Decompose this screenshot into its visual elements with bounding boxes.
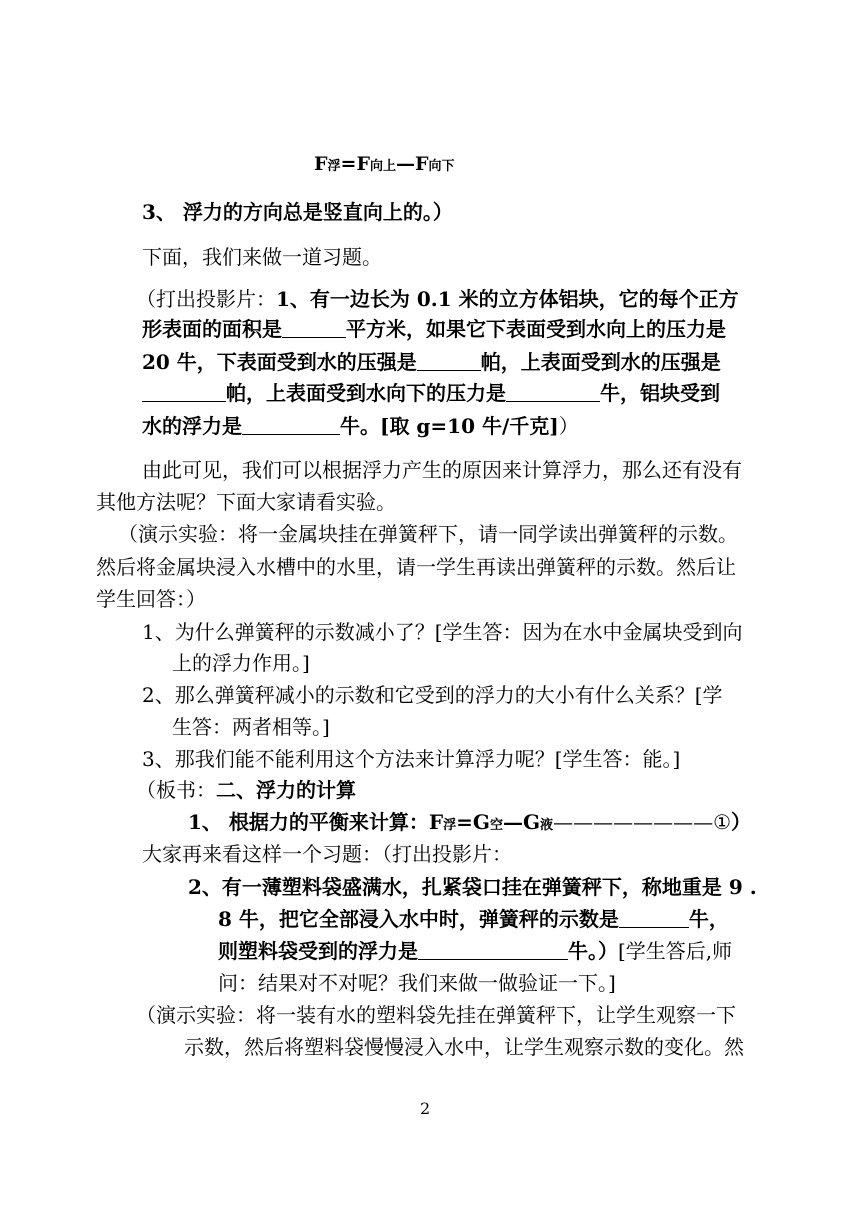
- exercise1-text: 20 牛，下表面受到水的压强是: [142, 350, 417, 374]
- exercise1-text: 形表面的面积是: [142, 317, 282, 341]
- exercise2-note: [学生答后,师: [618, 939, 733, 963]
- exercise2-text: 8 牛，把它全部浸入水中时，弹簧秤的示数是: [218, 907, 619, 931]
- exercise1-line2: [142, 317, 726, 341]
- calc-eq: =G: [456, 810, 490, 834]
- exercise1-text: 牛，铝块受到: [600, 381, 720, 405]
- demo2-line2: 示数，然后将塑料袋慢慢浸入水中，让学生观察示数的变化。然: [184, 1035, 744, 1059]
- calc-sub-kong: 空: [489, 818, 503, 833]
- method-line1: 由此可见，我们可以根据浮力产生的原因来计算浮力，那么还有没有: [142, 458, 742, 482]
- exercise2-line3: [218, 939, 732, 963]
- demo2-line1: （演示实验：将一装有水的塑料袋先挂在弹簧秤下，让学生观察一下: [136, 1003, 736, 1027]
- calc-text: 1、 根据力的平衡来计算：F: [188, 810, 444, 834]
- calc-sub-fu: 浮: [443, 818, 457, 833]
- demo1-line3: 学生回答：）: [96, 587, 206, 611]
- formula-eq: =: [340, 153, 357, 175]
- exercise1-text: 平方米，如果它下表面受到水向上的压力是: [346, 317, 726, 341]
- calc-dash: ————————①: [553, 810, 731, 834]
- question3: 3、那我们能不能利用这个方法来计算浮力呢？[学生答：能。]: [142, 747, 681, 771]
- exercise1-line5: [142, 414, 579, 438]
- demo1-line2: 然后将金属块浸入水槽中的水里，请一学生再读出弹簧秤的示数。然后让: [96, 555, 736, 579]
- question2-line1: 2、那么弹簧秤减小的示数和它受到的浮力的大小有什么关系？[学: [142, 683, 723, 707]
- formula-f3: F: [414, 153, 429, 175]
- exercise2-text: 则塑料袋受到的浮力是: [218, 939, 418, 963]
- calc-minus: —G: [502, 810, 541, 834]
- buoyancy-formula: [314, 152, 454, 179]
- exercise2-line4: 问：结果对不对呢？我们来做一做验证一下。]: [218, 971, 616, 995]
- formula-minus: —: [395, 153, 415, 175]
- intro-exercise2: 大家再来看这样一个习题：（打出投影片：: [142, 842, 512, 866]
- board-heading: 二、浮力的计算: [216, 778, 356, 802]
- calc-method-1: [188, 810, 751, 838]
- formula-f: F: [314, 153, 328, 175]
- exercise2-text: 牛，: [688, 907, 729, 931]
- exercise1-text: 帕，上表面受到水的压强是: [480, 350, 721, 374]
- exercise1-line3: [142, 350, 721, 374]
- exercise1-line4: [142, 381, 720, 405]
- answer-blank: [506, 383, 600, 402]
- question2-line2: 生答：两者相等。]: [172, 715, 330, 739]
- board-prefix: （板书：: [136, 778, 216, 802]
- point-3: 3、 浮力的方向总是竖直向上的。）: [142, 200, 453, 224]
- exercise1-text: 水的浮力是: [142, 414, 242, 438]
- question1-line2: 上的浮力作用。]: [172, 651, 310, 675]
- answer-blank: [282, 319, 346, 338]
- exercise1-line1: [136, 287, 739, 311]
- answer-blank: [417, 352, 481, 371]
- formula-sub-down: 向下: [428, 159, 455, 174]
- answer-blank: [619, 909, 689, 928]
- exercise1-text: 1、有一边长为 0.1 米的立方体铝块，它的每个正方: [276, 287, 739, 311]
- question1-line1: 1、为什么弹簧秤的示数减小了？[学生答：因为在水中金属块受到向: [142, 620, 743, 644]
- formula-sub-fu: 浮: [327, 159, 341, 174]
- exercise1-prefix: （打出投影片：: [136, 287, 276, 311]
- method-line2: 其他方法呢？下面大家请看实验。: [96, 490, 396, 514]
- calc-close: ）: [731, 810, 751, 834]
- exercise2-text: 牛。）: [568, 939, 618, 963]
- exercise2-line2: [218, 907, 729, 931]
- page-number: 2: [420, 1099, 431, 1118]
- calc-sub-ye: 液: [540, 818, 554, 833]
- intro-exercise: 下面，我们来做一道习题。: [142, 245, 382, 269]
- answer-blank: [418, 941, 568, 960]
- exercise2-line1: 2、有一薄塑料袋盛满水，扎紧袋口挂在弹簧秤下，称地重是 9 .: [188, 875, 757, 899]
- board-note: [136, 778, 356, 802]
- exercise1-close: ）: [558, 414, 579, 438]
- demo1-line1: （演示实验：将一金属块挂在弹簧秤下，请一同学读出弹簧秤的示数。: [118, 522, 738, 546]
- exercise1-text: 牛。[取 g=10 牛/千克]: [340, 414, 559, 438]
- formula-f2: F: [356, 153, 370, 175]
- exercise1-text: 帕，上表面受到水向下的压力是: [226, 381, 506, 405]
- answer-blank: [242, 416, 340, 435]
- formula-sub-up: 向上: [369, 159, 396, 174]
- answer-blank: [142, 383, 226, 402]
